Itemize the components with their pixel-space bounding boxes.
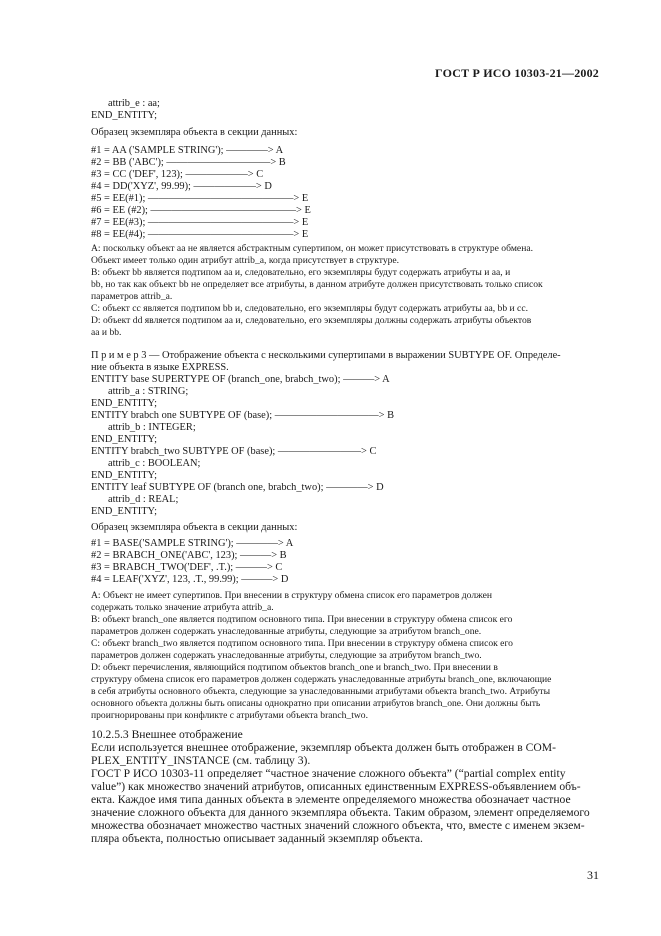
note-line: в себя атрибуты основного объекта, следующие за унаследованными атрибутами объекта branch_two. Атрибуты (91, 686, 551, 697)
code-line: #6 = EE (#2); ——————————————> E (91, 205, 311, 216)
note-line: D: объект перечисления, являющийся подтипом объектов branch_one и branch_two. При внесении в (91, 662, 498, 673)
code-line: #7 = EE(#3); ——————————————> E (91, 217, 309, 228)
code-line: Образец экземпляра объекта в секции данных: (91, 522, 298, 533)
note-line: D: объект dd является подтипом aa и, следовательно, его экземпляры должны содержать атрибуты объектов (91, 315, 532, 326)
note-line: А: Объект не имеет супертипов. При внесении в структуру обмена список его параметров должен (91, 590, 493, 601)
code-line: Образец экземпляра объекта в секции данных: (91, 127, 298, 138)
note-line: проигнорированы при конфликте с атрибутами объекта branch_two. (91, 710, 368, 721)
body-line: Если используется внешнее отображение, экземпляр объекта должен быть отображен в COM- (91, 741, 556, 754)
code-line: #1 = AA ('SAMPLE STRING'); ————> A (91, 145, 284, 156)
code-line: END_ENTITY; (91, 110, 157, 121)
body-line: множества обозначает множество частных значений сложного объекта, что, вместе с именем экзем- (91, 819, 585, 832)
body-line: екта. Каждое имя типа данных объекта в элементе определяемого множества обозначает частное (91, 793, 571, 806)
note-line: параметров должен содержать унаследованные атрибуты, следующие за атрибутом branch_one. (91, 626, 482, 637)
body-line: value”) как множество значений атрибутов, описанных единственным EXPRESS-объявлением объ- (91, 780, 581, 793)
note-line: А: поскольку объект аа не является абстрактным супертипом, он может присутствовать в структуре обмена. (91, 243, 533, 254)
code-line: ENTITY brabch one SUBTYPE OF (base); ——————————> B (91, 410, 395, 421)
code-line: #1 = BASE('SAMPLE STRING'); ————> A (91, 538, 294, 549)
code-line: ENTITY base SUPERTYPE OF (branch_one, brabch_two); ———> A (91, 374, 390, 385)
note-line: C: объект cc является подтипом bb и, следовательно, его экземпляры будут содержать атрибуты aa, bb и cc. (91, 303, 528, 314)
code-line: #2 = BB ('ABC'); ——————————> B (91, 157, 286, 168)
code-line: ние объекта в языке EXPRESS. (91, 362, 229, 373)
body-line: ГОСТ Р ИСО 10303-11 определяет “частное значение сложного объекта” (“partial complex entity (91, 767, 566, 780)
code-line: attrib_e : aa; (108, 98, 160, 109)
note-line: основного объекта должны быть описаны однократно при описании атрибутов branch_one. Они должны быть (91, 698, 541, 709)
code-line: attrib_d : REAL; (108, 494, 179, 505)
code-line: #3 = BRABCH_TWO('DEF', .T.); ———> C (91, 562, 283, 573)
note-line: B: объект bb является подтипом aa и, следовательно, его экземпляры будут содержать атрибуты и aa, и (91, 267, 511, 278)
code-line: #2 = BRABCH_ONE('ABC', 123); ———> B (91, 550, 287, 561)
code-line: attrib_c : BOOLEAN; (108, 458, 201, 469)
note-line: структуру обмена список его параметров должен содержать унаследованные атрибуты branch_one, включающие (91, 674, 552, 685)
note-line: B: объект branch_one является подтипом основного типа. При внесении в структуру обмена список его (91, 614, 513, 625)
code-line: ENTITY brabch_two SUBTYPE OF (base); ————————> C (91, 446, 377, 457)
code-line: #8 = EE(#4); ——————————————> E (91, 229, 309, 240)
code-line: attrib_b : INTEGER; (108, 422, 196, 433)
code-line: END_ENTITY; (91, 398, 157, 409)
body-line: пляра объекта, полностью описывает заданный экземпляр объекта. (91, 832, 423, 845)
code-line: П р и м е р 3 — Отображение объекта с несколькими супертипами в выражении SUBTYPE OF. Определе- (91, 350, 561, 361)
code-line: #3 = CC ('DEF', 123); ——————> C (91, 169, 264, 180)
body-line: PLEX_ENTITY_INSTANCE (см. таблицу 3). (91, 754, 311, 767)
code-line: ENTITY leaf SUBTYPE OF (branch one, brabch_two); ————> D (91, 482, 384, 493)
body-line: значение сложного объекта для данного экземпляра объекта. Таким образом, элемент определяемого (91, 806, 590, 819)
page-number: 31 (587, 868, 599, 882)
code-line: attrib_a : STRING; (108, 386, 189, 397)
note-line: bb, но так как объект bb не определяет все атрибуты, в данном атрибуте должен присутствовать только список (91, 279, 543, 290)
code-line: #4 = DD('XYZ', 99.99); ——————> D (91, 181, 272, 192)
code-line: #5 = EE(#1); ——————————————> E (91, 193, 309, 204)
code-line: END_ENTITY; (91, 470, 157, 481)
body-line: 10.2.5.3 Внешнее отображение (91, 728, 243, 741)
code-line: END_ENTITY; (91, 506, 157, 517)
note-line: C: объект branch_two является подтипом основного типа. При внесении в структуру обмена список его (91, 638, 513, 649)
note-line: содержать только значение атрибута attrib_a. (91, 602, 274, 613)
code-line: END_ENTITY; (91, 434, 157, 445)
code-line: #4 = LEAF('XYZ', 123, .T., 99.99); ———> D (91, 574, 289, 585)
page-header: ГОСТ Р ИСО 10303-21—2002 (435, 66, 599, 80)
note-line: параметров attrib_a. (91, 291, 173, 302)
note-line: параметров должен содержать унаследованные атрибуты, следующие за атрибутом branch_two. (91, 650, 482, 661)
note-line: aa и bb. (91, 327, 122, 338)
note-line: Объект имеет только один атрибут attrib_a, когда присутствует в структуре. (91, 255, 400, 266)
